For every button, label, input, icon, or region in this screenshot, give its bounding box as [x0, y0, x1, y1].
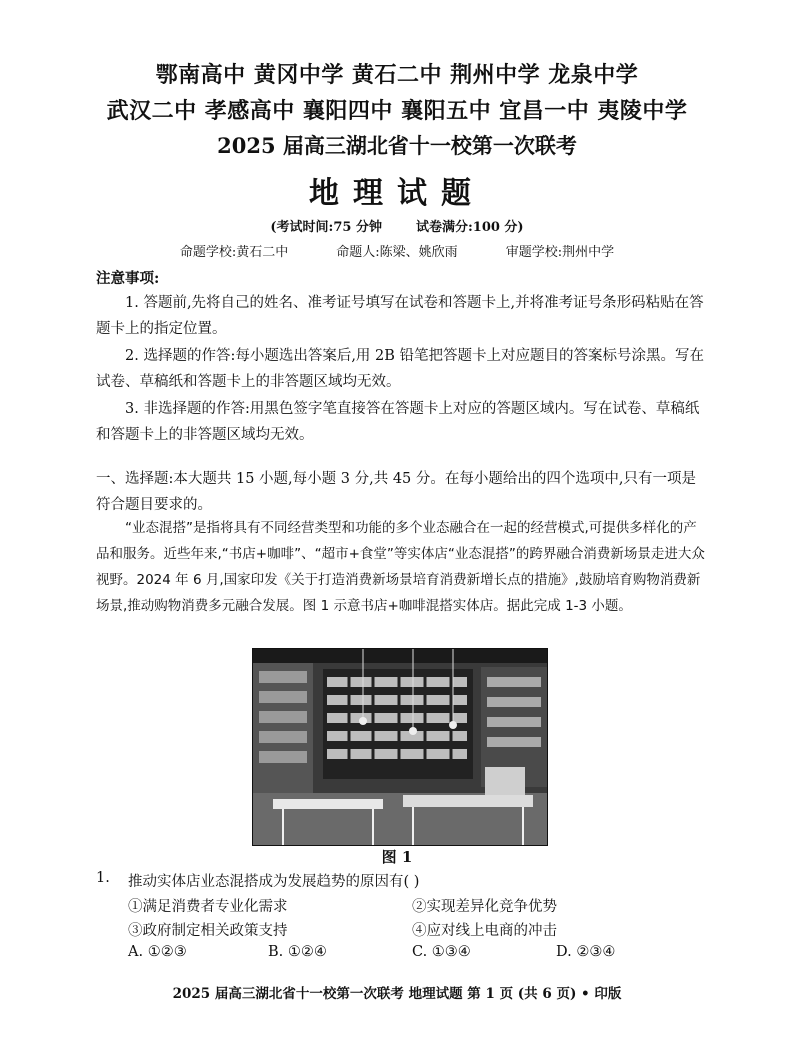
choice-c: C. ①③④ — [412, 944, 471, 960]
exam-score: 试卷满分:100 分) — [415, 220, 524, 235]
exam-time: (考试时间:75 分钟 — [270, 220, 382, 235]
school-list-line1: 鄂南高中 黄冈中学 黄石二中 荆州中学 龙泉中学 — [155, 62, 639, 88]
bookstore-cafe-illustration — [253, 649, 547, 845]
page-footer: 2025 届高三湖北省十一校第一次联考 地理试题 第 1 页 (共 6 页) • 印版 — [172, 986, 622, 1002]
choice-b: B. ①②④ — [268, 944, 327, 960]
bookstore-cafe-photo — [252, 648, 548, 846]
statement-1: ①满足消费者专业化需求 — [128, 899, 288, 915]
question-number: 1. — [96, 870, 110, 886]
notice-title: 注意事项: — [96, 270, 160, 287]
reading-material: “业态混搭”是指将具有不同经营类型和功能的多个业态融合在一起的经营模式,可提供多样化的产品和服务。近些年来,“书店+咖啡”、“超市+食堂”等实体店“业态混搭”的跨界融合消费新场景走进大众视野。2024 年 6 月,国家印发《关于打造消费新场景培育消费新增长点的措施》,鼓励培育购物消费新场景,推动购物消费多元融合发展。图 1 示意书店+咖啡混搭实体店。据此完成 1-3 小题。 — [96, 520, 705, 614]
notice-item-3: 3. 非选择题的作答:用黑色签字笔直接答在答题卡上对应的答题区域内。写在试卷、草稿纸和答题卡上的非答题区域均无效。 — [96, 401, 700, 443]
setter-school: 命题学校:黄石二中 — [179, 245, 289, 260]
statement-3: ③政府制定相关政策支持 — [128, 923, 288, 939]
notice-item-2: 2. 选择题的作答:每小题选出答案后,用 2B 铅笔把答题卡上对应题目的答案标号涂黑。写在试卷、草稿纸和答题卡上的非答题区域均无效。 — [96, 348, 705, 390]
subject-title: 地理试题 — [309, 176, 485, 211]
figure-caption: 图 1 — [381, 848, 413, 866]
setters: 命题人:陈梁、姚欣雨 — [336, 245, 458, 260]
statement-4: ④应对线上电商的冲击 — [412, 923, 557, 939]
statement-2: ②实现差异化竞争优势 — [412, 899, 557, 915]
notice-item-1: 1. 答题前,先将自己的姓名、准考证号填写在试卷和答题卡上,并将准考证号条形码粘贴在答题卡上的指定位置。 — [96, 295, 704, 337]
school-list-line2: 武汉二中 孝感高中 襄阳四中 襄阳五中 宜昌一中 夷陵中学 — [106, 98, 688, 124]
exam-title: 2025 届高三湖北省十一校第一次联考 — [217, 133, 577, 158]
choice-d: D. ②③④ — [556, 944, 616, 960]
question-stem: 推动实体店业态混搭成为发展趋势的原因有( ) — [128, 874, 420, 890]
exam-time-score — [0, 216, 794, 235]
exam-authors — [0, 241, 794, 260]
choice-a: A. ①②③ — [128, 944, 187, 960]
review-school: 审题学校:荆州中学 — [505, 245, 615, 260]
section-heading: 一、选择题:本大题共 15 小题,每小题 3 分,共 45 分。在每小题给出的四个选项中,只有一项是符合题目要求的。 — [96, 471, 696, 513]
